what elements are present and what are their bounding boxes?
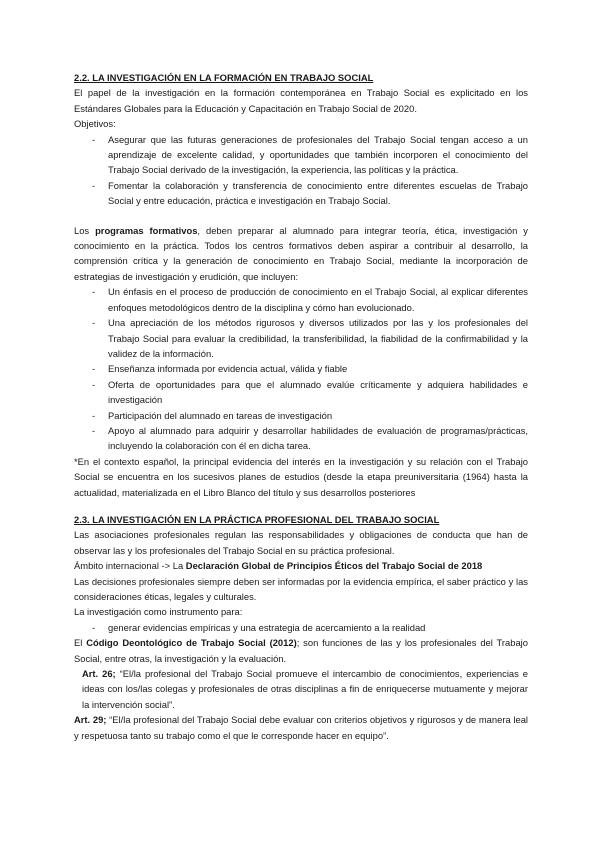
list-item: - Apoyo al alumnado para adquirir y desarrollar habilidades de evaluación de programas/prácticas, incluyendo la colaboración con él en dicha tarea. <box>74 423 528 454</box>
paragraph-asociaciones: Las asociaciones profesionales regulan las responsabilidades y obligaciones de conducta que han de observar las y los profesionales del Trabajo Social en su práctica profesional. <box>74 529 528 556</box>
instrumento-list <box>74 620 528 635</box>
article-label: Art. 26; <box>82 668 116 680</box>
section-heading-2-3: 2.3. LA INVESTIGACIÓN EN LA PRÁCTICA PROFESIONAL DEL TRABAJO SOCIAL <box>74 513 440 525</box>
paragraph-art-26: Art. 26; “El/la profesional del Trabajo Social promueve el intercambio de conocimientos, experiencias e ideas con los/las colegas y profesionales de otras disciplinas a fin de enriquecerse mutuamente y mejorar la intervención social”. <box>82 668 528 710</box>
list-item: - Asegurar que las futuras generaciones de profesionales del Trabajo Social tengan acceso a un aprendizaje de excelente calidad, y oportunidades que también incorporen el conocimiento del Trabajo Social derivado de la investigación, la experiencia, las políticas y la práctica. <box>74 132 528 178</box>
paragraph-intro: El papel de la investigación en la formación contemporánea en Trabajo Social es explicitado en los Estándares Globales para la Educación y Capacitación en Trabajo Social de 2020. <box>74 87 528 114</box>
paragraph-nota: *En el contexto español, la principal evidencia del interés en la investigación y su relación con el Trabajo Social se encuentra en los sucesivos planes de estudios (desde la etapa preuniversitaria (1964) hasta la actualidad, materializada en el Libro Blanco del título y sus desarrollos posteriores <box>74 455 528 498</box>
list-item: - Fomentar la colaboración y transferencia de conocimiento entre diferentes escuelas de Trabajo Social y entre educación, práctica e investigación en Trabajo Social. <box>74 178 528 209</box>
bold-term: Código Deontológico de Trabajo Social (2012) <box>86 637 297 649</box>
list-item: - Oferta de oportunidades para que el alumnado evalúe críticamente y adquiera habilidades e investigación <box>74 377 528 408</box>
estrategias-list <box>74 284 528 453</box>
section-heading-2-2: 2.2. LA INVESTIGACIÓN EN LA FORMACIÓN EN TRABAJO SOCIAL <box>74 72 374 83</box>
list-item: - generar evidencias empíricas y una estrategia de acercamiento a la realidad <box>74 620 528 635</box>
paragraph-codigo: El Código Deontológico de Trabajo Social (2012); son funciones de las y los profesionales del Trabajo Social, entre otras, la investigación y la evaluación. <box>74 637 528 664</box>
paragraph-ambito: Ámbito internacional -> La Declaración Global de Principios Éticos del Trabajo Social de 2018 <box>74 560 483 572</box>
bold-term: programas formativos <box>95 224 198 236</box>
article-label: Art. 29; <box>74 714 107 726</box>
paragraph-programas: Los programas formativos, deben preparar al alumnado para integrar teoría, ética, investigación y conocimiento en la práctica. Todos los centros formativos deben aspirar a contribuir al desarrollo, la comprensión crítica y la generación de conocimiento en Trabajo Social, mediante la incorporación de estrategias de investigación y erudición, que incluyen: <box>74 224 528 282</box>
list-item: - Enseñanza informada por evidencia actual, válida y fiable <box>74 361 528 376</box>
paragraph-art-29: Art. 29; “El/la profesional del Trabajo Social debe evaluar con criterios objetivos y rigurosos y de manera leal y respetuosa tanto su trabajo como el que le corresponde hacer en equipo”. <box>74 714 528 741</box>
bold-term: Declaración Global de Principios Éticos del Trabajo Social de 2018 <box>185 560 483 572</box>
objetivos-list <box>74 132 528 209</box>
paragraph-instrumento: La investigación como instrumento para: <box>74 606 243 618</box>
list-item: - Una apreciación de los métodos rigurosos y diversos utilizados por las y los profesionales del Trabajo Social para evaluar la credibilidad, la transferibilidad, la fiabilidad de la confirmabilidad y la validez de la información. <box>74 315 528 361</box>
paragraph-decisiones: Las decisiones profesionales siempre deben ser informadas por la evidencia empírica, el saber práctico y las consideraciones éticas, legales y culturales. <box>74 575 528 602</box>
list-item: - Participación del alumnado en tareas de investigación <box>74 408 528 423</box>
list-item: - Un énfasis en el proceso de producción de conocimiento en el Trabajo Social, al explicar diferentes enfoques metodológicos dentro de la disciplina y cómo han evolucionado. <box>74 284 528 315</box>
objetivos-label: Objetivos: <box>74 118 116 130</box>
